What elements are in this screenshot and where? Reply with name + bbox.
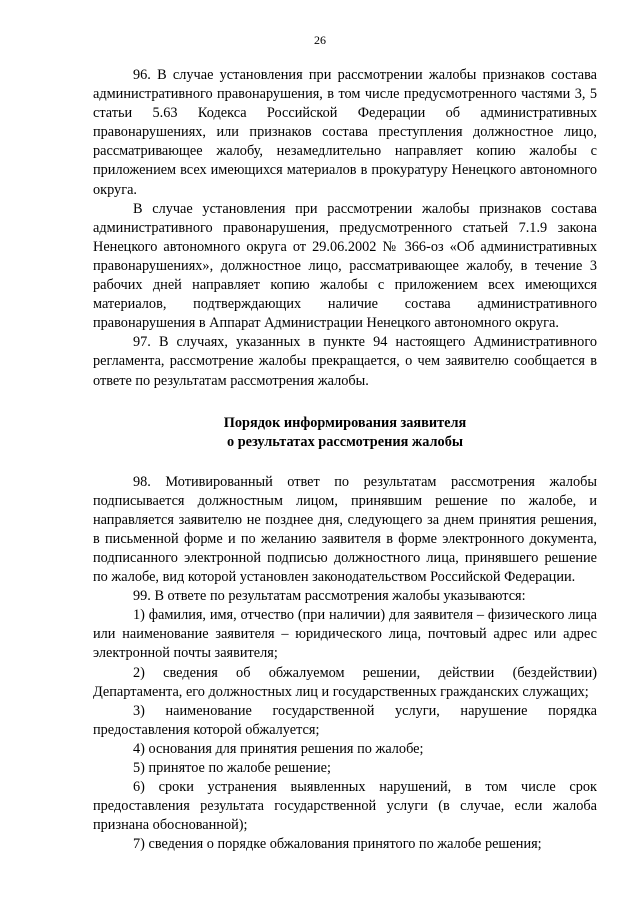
- paragraph-96-continuation: В случае установления при рассмотрении жалобы признаков состава административного правонарушения, предусмотренного статьей 7.1.9 закона Ненецкого автономного округа от 29.06.2002 № 366-оз «Об административных правонарушениях», должностное лицо, рассматривающее жалобу, в течение 3 рабочих дней направляет копию жалобы с приложением всех имеющихся материалов, подтверждающих наличие состава административного правонарушения в Аппарат Администрации Ненецкого автономного округа.: [93, 200, 597, 332]
- paragraph-97: 97. В случаях, указанных в пункте 94 настоящего Административного регламента, рассмотрение жалобы прекращается, о чем заявителю сообщается в ответе по результатам рассмотрения жалобы.: [93, 334, 597, 389]
- page-number: 26: [314, 33, 326, 47]
- section-heading-line-2: о результатах рассмотрения жалобы: [226, 433, 464, 450]
- list-item-3: 3) наименование государственной услуги, нарушение порядка предоставления которой обжалуется;: [93, 702, 597, 738]
- section-heading: [93, 414, 597, 452]
- section-heading-line-1: Порядок информирования заявителя: [223, 414, 467, 431]
- paragraph-98: 98. Мотивированный ответ по результатам рассмотрения жалобы подписывается должностным лицом, принявшим решение по жалобе, и направляется заявителю не позднее дня, следующего за днем принятия решения, в письменной форме и по желанию заявителя в форме электронного документа, подписанного электронной подписью должностного лица, принявшего решение по жалобе, вид которой установлен законодательством Российской Федерации.: [93, 473, 597, 586]
- list-item-6: 6) сроки устранения выявленных нарушений, в том числе срок предоставления результата государственной услуги (в случае, если жалоба признана обоснованной);: [93, 779, 597, 834]
- list-item-5: 5) принятое по жалобе решение;: [133, 760, 331, 776]
- document-body: [93, 66, 597, 854]
- paragraph-99: 99. В ответе по результатам рассмотрения жалобы указываются:: [133, 588, 526, 605]
- list-item-2: 2) сведения об обжалуемом решении, действии (бездействии) Департамента, его должностных лиц и государственных гражданских служащих;: [93, 664, 597, 700]
- list-item-4: 4) основания для принятия решения по жалобе;: [133, 740, 424, 757]
- list-item-1: 1) фамилия, имя, отчество (при наличии) для заявителя – физического лица или наименование заявителя – юридического лица, почтовый адрес или адрес электронной почты заявителя;: [93, 607, 597, 662]
- list-item-7: 7) сведения о порядке обжалования принятого по жалобе решения;: [133, 836, 542, 853]
- paragraph-96: 96. В случае установления при рассмотрении жалобы признаков состава административного правонарушения, в том числе предусмотренного частями 3, 5 статьи 5.63 Кодекса Российской Федерации об административных правонарушениях, или признаков состава преступления должностное лицо, рассматривающее жалобу, незамедлительно направляет копию жалобы с приложением всех имеющихся материалов в прокуратуру Ненецкого автономного округа.: [93, 67, 597, 198]
